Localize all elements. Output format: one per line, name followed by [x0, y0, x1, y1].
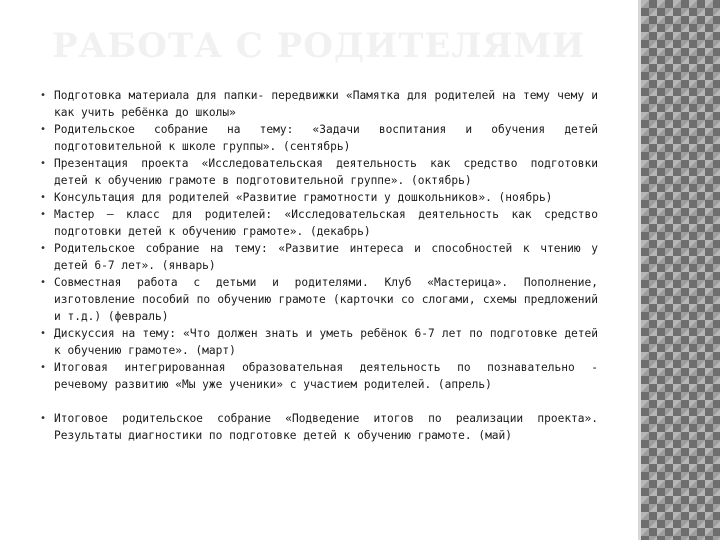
bullet-icon: •: [40, 90, 47, 101]
bullet-list: [38, 87, 598, 444]
list-item: [38, 325, 598, 359]
bullet-icon: •: [40, 413, 47, 424]
decorative-side-pattern: [641, 0, 720, 540]
bullet-icon: •: [40, 362, 47, 373]
list-item-text: Консультация для родителей «Развитие грамотности у дошкольников». (ноябрь): [54, 191, 553, 204]
bullet-icon: •: [40, 277, 47, 288]
list-item: [38, 206, 598, 240]
list-item-text: Подготовка материала для папки- передвижки «Памятка для родителей на тему чему и как учить ребёнка до школы»: [54, 89, 598, 119]
slide-title: РАБОТА С РОДИТЕЛЯМИ: [52, 26, 586, 66]
list-item-text: Мастер – класс для родителей: «Исследовательская деятельность как средство подготовки детей к обучению грамоте». (декабрь): [54, 208, 598, 238]
bullet-icon: •: [40, 209, 47, 220]
list-item: [38, 240, 598, 274]
bullet-icon: •: [40, 243, 47, 254]
bullet-icon: •: [40, 328, 47, 339]
list-item-text: Родительское собрание на тему: «Развитие интереса и способностей к чтению у детей 6-7 лет». (январь): [54, 242, 598, 272]
list-item: [38, 410, 598, 444]
list-item-text: Итоговая интегрированная образовательная деятельность по познавательно - речевому развитию «Мы уже ученики» с участием родителей. (апрель): [54, 361, 598, 391]
list-item: [38, 189, 598, 206]
list-item-text: Дискуссия на тему: «Что должен знать и уметь ребёнок 6-7 лет по подготовке детей к обучению грамоте». (март): [54, 327, 598, 357]
list-item-text: Презентация проекта «Исследовательская деятельность как средство подготовки детей к обучению грамоте в подготовительной группе». (октябрь): [54, 157, 598, 187]
list-item-text: Итоговое родительское собрание «Подведение итогов по реализации проекта». Результаты диагностики по подготовке детей к обучению грамоте. (май): [54, 412, 598, 442]
list-item-text: Родительское собрание на тему: «Задачи воспитания и обучения детей подготовительной к школе группы». (сентябрь): [54, 123, 598, 153]
list-item: [38, 359, 598, 393]
list-item: [38, 87, 598, 121]
list-item-text: Совместная работа с детьми и родителями. Клуб «Мастерица». Пополнение, изготовление пособий по обучению грамоте (карточки со слогами, схемы предложений и т.д.) (февраль): [54, 276, 598, 323]
bullet-icon: •: [40, 192, 47, 203]
list-item: [38, 121, 598, 155]
list-item: [38, 274, 598, 325]
bullet-icon: •: [40, 124, 47, 135]
list-item: [38, 155, 598, 189]
bullet-icon: •: [40, 158, 47, 169]
